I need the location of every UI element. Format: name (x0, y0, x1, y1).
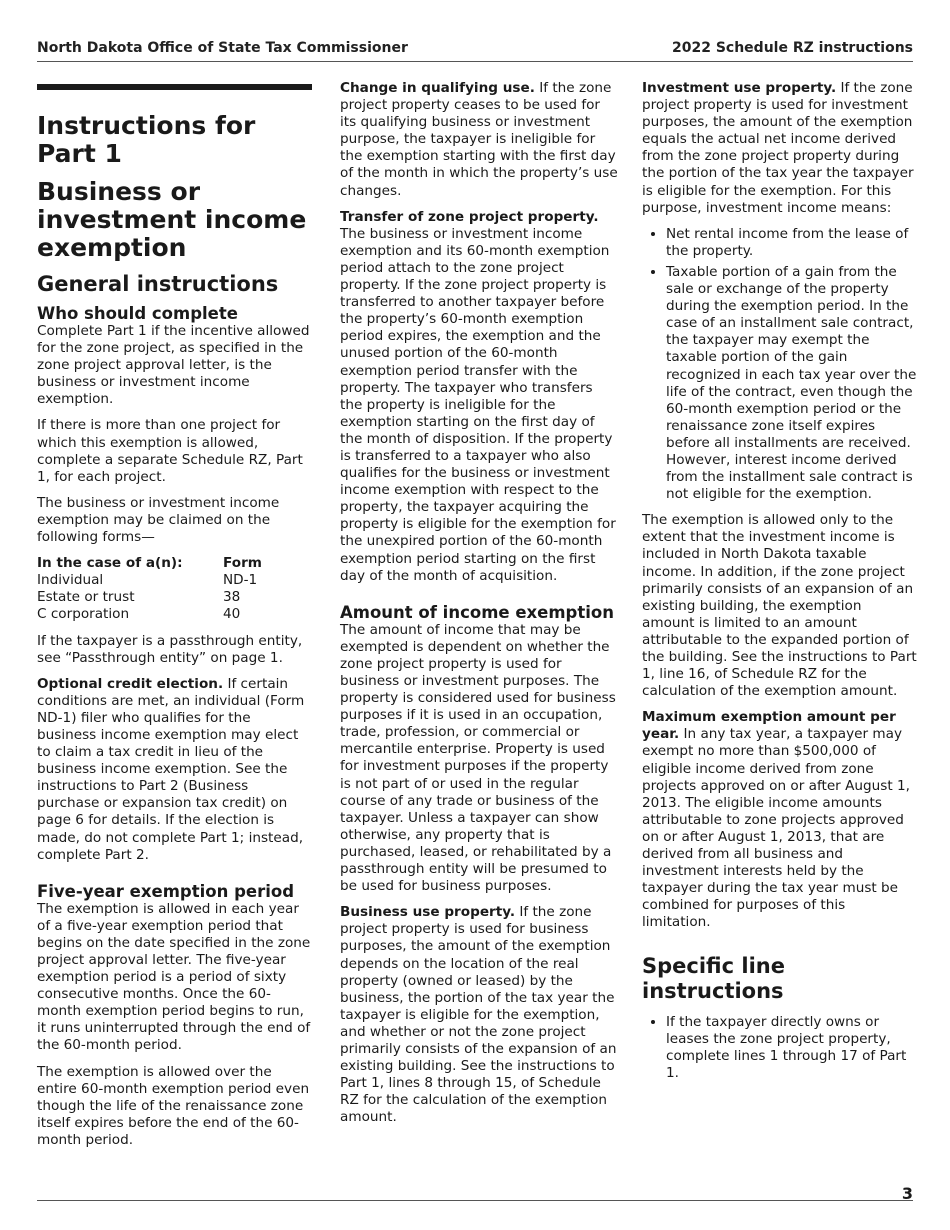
table-row (37, 572, 312, 589)
section-bar (37, 84, 312, 90)
change-use-paragraph (340, 80, 618, 200)
filer-type: Individual (37, 572, 104, 589)
form-number: 40 (223, 606, 241, 623)
optional-credit-text: If certain conditions are met, an individual (Form ND-1) filer who qualifies for the business income exemption may elect to claim a tax credit in lieu of the business income exemption. See the instructions to Part 2 (Business purchase or expansion tax credit) on page 6 for details. If the election is made, do not complete Part 1; instead, complete Part 2. (37, 675, 305, 863)
page-header (37, 40, 913, 56)
business-use-lead: Business use property. (340, 904, 516, 921)
optional-credit-paragraph (37, 676, 312, 864)
filer-type: C corporation (37, 606, 130, 623)
form-number: ND-1 (223, 572, 258, 589)
who-paragraph-2: If there is more than one project for which this exemption is allowed, complete a separate Schedule RZ, Part 1, for each project. (37, 417, 303, 485)
list-item: • Taxable portion of a gain from the sale or exchange of the property during the exemption period. In the case of an installment sale contract, the taxpayer may exempt the taxable portion of the gain recognized in each tax year over the life of the contract, even though the 60-month exemption period or the renaissance zone itself expires before all installments are received. However, interest income derived from the installment sale contract is not eligible for the exemption. (666, 264, 917, 503)
maximum-text: In any tax year, a taxpayer may exempt no more than $500,000 of eligible income derived from zone projects approved on or after August 1, 2013. The eligible income amounts attributable to zone projects approved on or after August 1, 2013, that are derived from all business and investment interests held by the taxpayer during the tax year must be combined for purposes of this limitation. (642, 726, 910, 931)
table-row (37, 606, 312, 623)
passthrough-paragraph: If the taxpayer is a passthrough entity, see “Passthrough entity” on page 1. (37, 632, 303, 666)
column-2 (340, 80, 618, 1135)
page-number: 3 (901, 1184, 913, 1203)
optional-credit-lead: Optional credit election. (37, 675, 224, 692)
investment-use-lead: Investment use property. (642, 80, 837, 96)
column-1 (37, 80, 312, 1158)
forms-table (37, 555, 312, 623)
who-paragraph-1: Complete Part 1 if the incentive allowed for the zone project, as specified in the zone project approval letter, is the business or investment income exemption. (37, 323, 310, 408)
investment-use-paragraph (642, 80, 917, 217)
five-year-paragraph-1: The exemption is allowed in each year of a five-year exemption period that begins on the date specified in the zone project approval letter. The five-year exemption period is a period of sixty consecutive months. Once the 60-month exemption period begins to run, it runs uninterrupted through the end of the 60-month period. (37, 900, 311, 1054)
header-rule (37, 61, 913, 62)
amount-paragraph: The amount of income that may be exempted is dependent on whether the zone project property is used for business or investment purposes. The property is considered used for business purposes if it is used in an occupation, trade, profession, or commercial or mercantile enterprise. Property is used for investment purposes if the property is not part of or used in the regular course of any trade or business of the taxpayer. Unless a taxpayer can show otherwise, any property that is purchased, leased, or rehabilitated by a passthrough entity will be presumed to be used for business purposes. (340, 621, 616, 895)
change-use-text: If the zone project property ceases to be used for its qualifying business or investment purpose, the taxpayer is ineligible for the exemption starting with the first day of the month in which the property’s use changes. (340, 80, 618, 199)
form-number: 38 (223, 589, 241, 606)
change-use-lead: Change in qualifying use. (340, 80, 535, 96)
part-title: Instructions for Part 1 (37, 111, 256, 168)
business-use-paragraph (340, 904, 618, 1126)
maximum-paragraph (642, 709, 917, 931)
five-year-paragraph-2: The exemption is allowed over the entire 60-month exemption period even though the life of the renaissance zone itself expires before the end of the 60-month period. (37, 1063, 310, 1148)
forms-col-form: Form (223, 555, 262, 572)
table-row (37, 589, 312, 606)
forms-col-case: In the case of a(n): (37, 555, 183, 572)
business-use-text: If the zone project property is used for business purposes, the amount of the exemption depends on the location of the real property (owned or leased) by the business, the portion of the tax year the taxpayer is eligible for the exemption, and whether or not the zone project primarily consists of the expansion of an existing building. See the instructions to Part 1, lines 8 through 15, of Schedule RZ for the calculation of the exemption amount. (340, 904, 617, 1126)
specific-line-heading: Specific line instructions (642, 953, 785, 1003)
header-agency: North Dakota Office of State Tax Commissioner (37, 40, 408, 56)
amount-heading: Amount of income exemption (340, 602, 614, 622)
who-paragraph-3: The business or investment income exemption may be claimed on the following forms— (37, 494, 280, 546)
filer-type: Estate or trust (37, 589, 135, 606)
five-year-heading: Five-year exemption period (37, 881, 295, 901)
transfer-text: The business or investment income exemption and its 60-month exemption period attach to the zone project property. If the zone project property is transferred to another taxpayer before the property’s 60-month exemption period expires, the exemption and the unused portion of the 60-month exemption period transfer with the property. The taxpayer who transfers the property is ineligible for the exemption starting on the first day of the month of disposition. If the property is transferred to a taxpayer who also qualifies for the business or investment income exemption with respect to the property, the taxpayer acquiring the property is eligible for the exemption for the unexpired portion of the 60-month exemption period starting on the first day of the month of acquisition. (340, 225, 616, 584)
investment-use-text: If the zone project property is used for investment purposes, the amount of the exemption equals the actual net income derived from the zone project property during the portion of the tax year the taxpayer is eligible for the exemption. For this purpose, investment income means: (642, 80, 914, 216)
who-should-complete-heading: Who should complete (37, 304, 238, 323)
column-3 (642, 80, 917, 1091)
footer-rule (37, 1200, 913, 1201)
transfer-paragraph (340, 209, 618, 585)
investment-income-list (642, 226, 917, 504)
allowed-paragraph: The exemption is allowed only to the extent that the investment income is included in North Dakota taxable income. In addition, if the zone project primarily consists of an expansion of an existing building, the exemption amount is limited to an amount attributable to the expanded portion of the building. See the instructions to Part 1, line 16, of Schedule RZ for the calculation of the exemption amount. (642, 512, 917, 700)
forms-table-header (37, 555, 312, 572)
part-subtitle: Business or investment income exemption (37, 177, 307, 262)
header-doc-title: 2022 Schedule RZ instructions (671, 40, 913, 56)
transfer-lead: Transfer of zone project property. (340, 208, 599, 225)
general-instructions-heading: General instructions (37, 272, 279, 296)
list-item: • If the taxpayer directly owns or leases the zone project property, complete lines 1 through 17 of Part 1. (666, 1014, 917, 1082)
maximum-lead: Maximum exemption amount per year. (642, 709, 896, 743)
specific-line-list (642, 1014, 917, 1082)
list-item: • Net rental income from the lease of the property. (666, 226, 917, 260)
